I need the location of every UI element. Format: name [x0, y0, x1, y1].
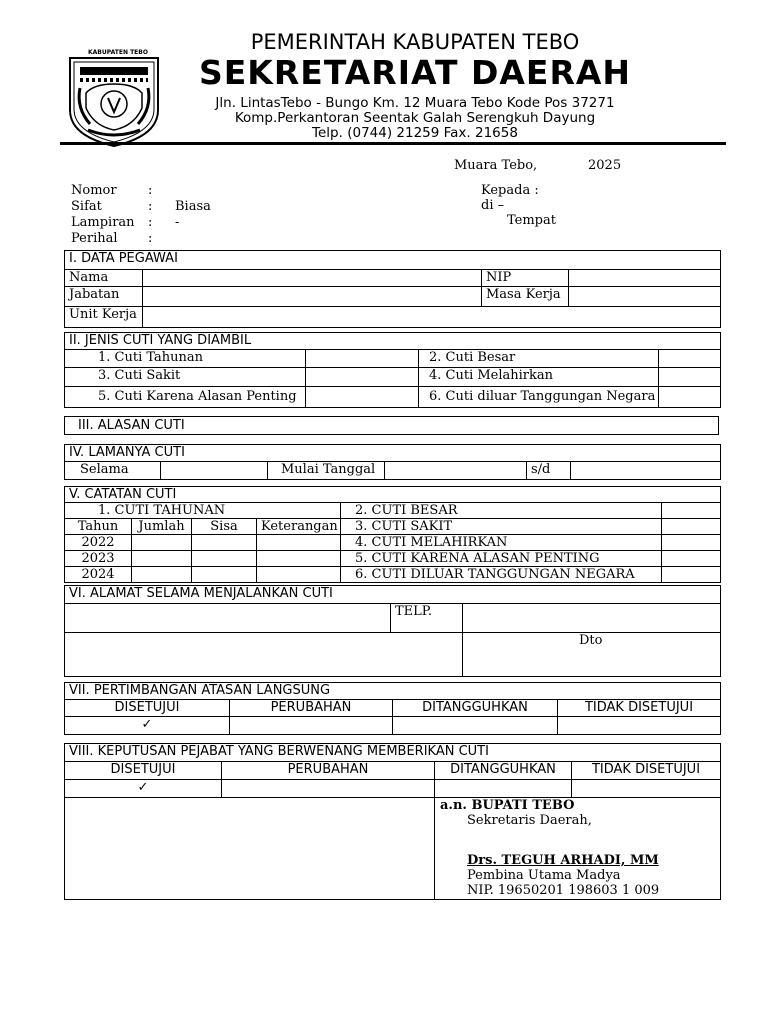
sisa-2022[interactable] [192, 535, 257, 551]
kepada-line2: di – [481, 198, 505, 213]
cuti-alasan-penting-label: 5. Cuti Karena Alasan Penting [65, 387, 306, 408]
s8-ditangguhkan-field[interactable] [435, 780, 572, 798]
sampai-tanggal-field[interactable] [571, 462, 721, 480]
cuti-diluar-tanggungan-check[interactable] [659, 387, 721, 408]
selama-label: Selama [65, 462, 161, 480]
section-3-alasan-cuti[interactable] [64, 416, 719, 435]
jumlah-2023[interactable] [132, 551, 192, 567]
jumlah-2024[interactable] [132, 567, 192, 583]
sign-an: a.n. BUPATI TEBO [440, 798, 575, 813]
s8-col-ditangguhkan: DITANGGUHKAN [435, 762, 572, 780]
section-8-title: VIII. KEPUTUSAN PEJABAT YANG BERWENANG MEMBERIKAN CUTI [65, 744, 721, 762]
sisa-2024[interactable] [192, 567, 257, 583]
selama-field[interactable] [161, 462, 268, 480]
cuti-alasan-penting-check[interactable] [306, 387, 419, 408]
dto-label: Dto [463, 633, 721, 677]
perihal-colon: : [148, 231, 153, 246]
section-7-pertimbangan [64, 682, 721, 735]
mulai-tanggal-field[interactable] [385, 462, 527, 480]
sd-label: s/d [527, 462, 571, 480]
s7-ditangguhkan-field[interactable] [393, 717, 558, 735]
cuti-besar-check[interactable] [659, 350, 721, 368]
masa-kerja-label: Masa Kerja [482, 287, 569, 307]
lampiran-colon: : [148, 215, 153, 230]
unit-kerja-field[interactable] [143, 307, 721, 328]
col-keterangan: Keterangan [257, 519, 341, 535]
cuti-besar-label: 2. Cuti Besar [419, 350, 659, 368]
s7-disetujui-check[interactable]: ✓ [65, 717, 230, 735]
kop-line2: SEKRETARIAT DAERAH [198, 53, 632, 92]
catatan-cuti-alasan-penting-field[interactable] [662, 551, 721, 567]
section-7-title: VII. PERTIMBANGAN ATASAN LANGSUNG [65, 683, 721, 700]
telp-field[interactable] [463, 604, 721, 633]
section-4-title: IV. LAMANYA CUTI [65, 445, 721, 462]
section-2-title: II. JENIS CUTI YANG DIAMBIL [65, 333, 721, 350]
kepada-line3: Tempat [507, 213, 556, 228]
s7-col-disetujui: DISETUJUI [65, 700, 230, 717]
lampiran-value: - [175, 215, 180, 230]
year-2022: 2022 [65, 535, 132, 551]
jabatan-field[interactable] [143, 287, 482, 307]
kop-line4: Komp.Perkantoran Seentak Galah Serengkuh Dayung [234, 110, 596, 126]
section-5-title: V. CATATAN CUTI [65, 487, 721, 503]
s8-notes-field[interactable] [65, 798, 435, 900]
s8-col-perubahan: PERUBAHAN [222, 762, 435, 780]
kepada-line1: Kepada : [481, 183, 539, 198]
section-2-jenis-cuti [64, 332, 721, 408]
masa-kerja-field[interactable] [569, 287, 721, 307]
year-2024: 2024 [65, 567, 132, 583]
col-sisa: Sisa [192, 519, 257, 535]
nama-field[interactable] [143, 270, 482, 287]
telp-label: TELP. [391, 604, 463, 633]
catatan-cuti-diluar-tanggungan-field[interactable] [662, 567, 721, 583]
s8-col-disetujui: DISETUJUI [65, 762, 222, 780]
keterangan-2024[interactable] [257, 567, 341, 583]
perihal-label: Perihal [71, 231, 118, 246]
s7-col-tidak-disetujui: TIDAK DISETUJUI [558, 700, 721, 717]
catatan-cuti-besar-field[interactable] [662, 503, 721, 519]
section-1-title: I. DATA PEGAWAI [65, 251, 721, 270]
sisa-2023[interactable] [192, 551, 257, 567]
date-year: 2025 [588, 158, 622, 173]
sign-pangkat: Pembina Utama Madya [467, 868, 621, 883]
section-6-alamat [64, 585, 721, 677]
lampiran-label: Lampiran [71, 215, 135, 230]
col-tahun: Tahun [65, 519, 132, 535]
sign-nip: NIP. 19650201 198603 1 009 [467, 883, 660, 898]
s7-col-perubahan: PERUBAHAN [230, 700, 393, 717]
sifat-label: Sifat [71, 199, 102, 214]
s8-col-tidak-disetujui: TIDAK DISETUJUI [572, 762, 721, 780]
section-5-catatan-cuti [64, 486, 721, 583]
section-8-keputusan [64, 743, 721, 900]
section-3-title: III. ALASAN CUTI [78, 418, 185, 433]
keterangan-2023[interactable] [257, 551, 341, 567]
nomor-colon: : [148, 183, 153, 198]
kabupaten-logo [64, 48, 164, 148]
catatan-cuti-alasan-penting: 5. CUTI KARENA ALASAN PENTING [341, 551, 662, 567]
nip-label: NIP [482, 270, 569, 287]
sifat-value: Biasa [175, 199, 211, 214]
section-1-data-pegawai [64, 250, 721, 328]
date-place: Muara Tebo, [454, 158, 538, 173]
unit-kerja-label: Unit Kerja [65, 307, 143, 328]
kop-line1: PEMERINTAH KABUPATEN TEBO [250, 30, 580, 54]
cuti-melahirkan-check[interactable] [659, 368, 721, 387]
cuti-melahirkan-label: 4. Cuti Melahirkan [419, 368, 659, 387]
cuti-sakit-check[interactable] [306, 368, 419, 387]
alamat-field[interactable] [65, 604, 391, 633]
s7-tidak-disetujui-field[interactable] [558, 717, 721, 735]
nip-field[interactable] [569, 270, 721, 287]
nomor-label: Nomor [71, 183, 117, 198]
cuti-tahunan-check[interactable] [306, 350, 419, 368]
catatan-cuti-melahirkan-field[interactable] [662, 535, 721, 551]
year-2023: 2023 [65, 551, 132, 567]
s7-col-ditangguhkan: DITANGGUHKAN [393, 700, 558, 717]
s8-disetujui-check[interactable]: ✓ [65, 780, 222, 798]
catatan-cuti-sakit: 3. CUTI SAKIT [341, 519, 662, 535]
sifat-colon: : [148, 199, 153, 214]
catatan-cuti-sakit-field[interactable] [662, 519, 721, 535]
kop-line3: Jln. LintasTebo - Bungo Km. 12 Muara Tebo Kode Pos 37271 [215, 95, 615, 111]
jabatan-label: Jabatan [65, 287, 143, 307]
logo-text: KABUPATEN TEBO [88, 49, 148, 56]
kop-divider [60, 142, 726, 145]
col-jumlah: Jumlah [132, 519, 192, 535]
alamat-field-2[interactable] [65, 633, 463, 677]
catatan-cuti-besar: 2. CUTI BESAR [341, 503, 662, 519]
cuti-sakit-label: 3. Cuti Sakit [65, 368, 306, 387]
section-4-lamanya-cuti [64, 444, 721, 480]
s7-perubahan-field[interactable] [230, 717, 393, 735]
cuti-diluar-tanggungan-label: 6. Cuti diluar Tanggungan Negara [419, 387, 659, 408]
kop-line5: Telp. (0744) 21259 Fax. 21658 [312, 125, 518, 141]
sign-nama: Drs. TEGUH ARHADI, MM [467, 853, 659, 868]
catatan-cuti-melahirkan: 4. CUTI MELAHIRKAN [341, 535, 662, 551]
jumlah-2022[interactable] [132, 535, 192, 551]
cuti-tahunan-label: 1. Cuti Tahunan [65, 350, 306, 368]
mulai-tanggal-label: Mulai Tanggal [268, 462, 385, 480]
s8-perubahan-field[interactable] [222, 780, 435, 798]
cuti-tahunan-heading: 1. CUTI TAHUNAN [65, 503, 341, 519]
keterangan-2022[interactable] [257, 535, 341, 551]
sign-jabatan: Sekretaris Daerah, [467, 813, 592, 828]
nama-label: Nama [65, 270, 143, 287]
shield-emblem-icon [64, 48, 164, 148]
catatan-cuti-diluar-tanggungan: 6. CUTI DILUAR TANGGUNGAN NEGARA [341, 567, 662, 583]
s8-tidak-disetujui-field[interactable] [572, 780, 721, 798]
section-6-title: VI. ALAMAT SELAMA MENJALANKAN CUTI [65, 586, 721, 604]
